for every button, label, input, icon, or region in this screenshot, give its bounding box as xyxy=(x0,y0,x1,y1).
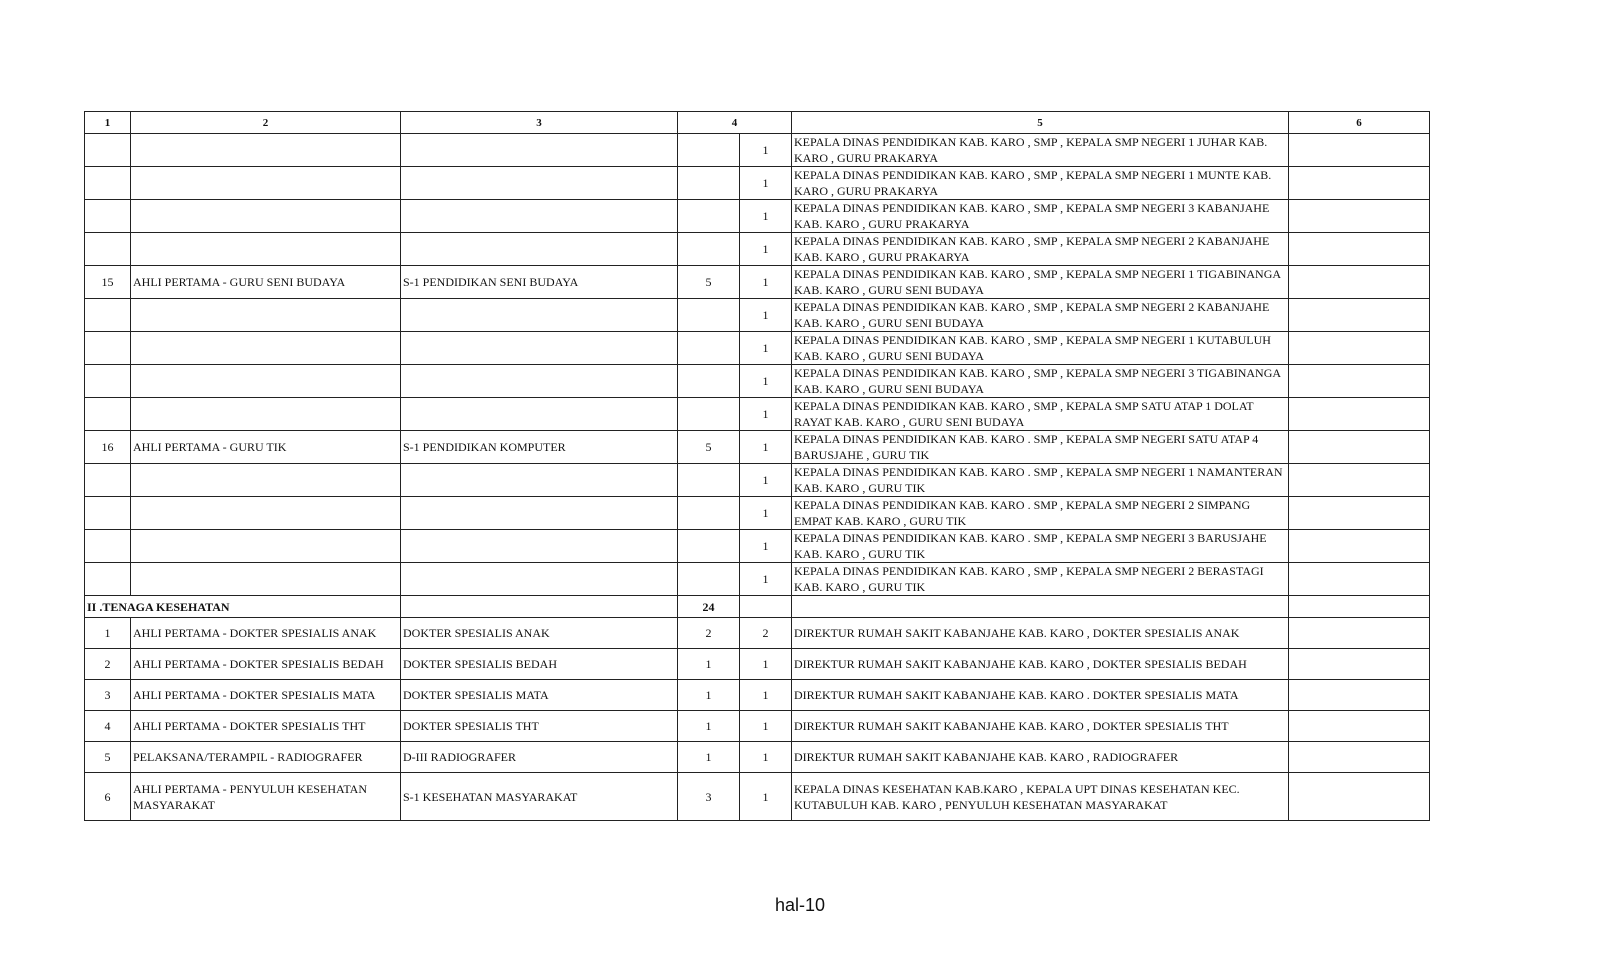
cell-jml xyxy=(678,530,740,563)
cell-jml: 1 xyxy=(678,742,740,773)
cell-lokasi: KEPALA DINAS PENDIDIKAN KAB. KARO . SMP , KEPALA SMP NEGERI 1 NAMANTERAN KAB. KARO , GURU TIK xyxy=(792,464,1289,497)
cell-no xyxy=(85,299,131,332)
cell-jml xyxy=(678,167,740,200)
cell-kualifikasi: D-III RADIOGRAFER xyxy=(401,742,678,773)
cell-ket xyxy=(1289,711,1430,742)
table-row xyxy=(85,711,1430,742)
cell-no: 2 xyxy=(85,649,131,680)
cell-jabatan xyxy=(131,464,401,497)
cell-jabatan xyxy=(131,497,401,530)
table-row xyxy=(85,464,1430,497)
cell-lokasi: KEPALA DINAS PENDIDIKAN KAB. KARO , SMP , KEPALA SMP SATU ATAP 1 DOLAT RAYAT KAB. KARO , GURU SENI BUDAYA xyxy=(792,398,1289,431)
cell-ket xyxy=(1289,618,1430,649)
cell-jml xyxy=(678,365,740,398)
cell-kualifikasi: DOKTER SPESIALIS BEDAH xyxy=(401,649,678,680)
cell-lokasi: KEPALA DINAS PENDIDIKAN KAB. KARO , SMP , KEPALA SMP NEGERI 1 KUTABULUH KAB. KARO , GURU SENI BUDAYA xyxy=(792,332,1289,365)
cell-jabatan: AHLI PERTAMA - GURU SENI BUDAYA xyxy=(131,266,401,299)
cell-jml: 5 xyxy=(678,266,740,299)
table-row xyxy=(85,233,1430,266)
cell-jml xyxy=(678,299,740,332)
cell-lokasi: KEPALA DINAS PENDIDIKAN KAB. KARO , SMP , KEPALA SMP NEGERI 3 KABANJAHE KAB. KARO , GURU PRAKARYA xyxy=(792,200,1289,233)
cell-jml: 1 xyxy=(678,711,740,742)
table-row xyxy=(85,299,1430,332)
header-row xyxy=(85,112,1430,134)
cell-kualifikasi xyxy=(401,233,678,266)
cell-ket xyxy=(1289,680,1430,711)
section-empty xyxy=(401,596,678,618)
cell-jabatan xyxy=(131,530,401,563)
cell-sub: 1 xyxy=(740,167,792,200)
cell-jabatan: AHLI PERTAMA - DOKTER SPESIALIS ANAK xyxy=(131,618,401,649)
cell-kualifikasi xyxy=(401,299,678,332)
cell-ket xyxy=(1289,773,1430,821)
cell-lokasi: KEPALA DINAS PENDIDIKAN KAB. KARO , SMP , KEPALA SMP NEGERI 1 TIGABINANGA KAB. KARO , GURU SENI BUDAYA xyxy=(792,266,1289,299)
cell-sub: 1 xyxy=(740,773,792,821)
table-row xyxy=(85,398,1430,431)
cell-no: 3 xyxy=(85,680,131,711)
cell-jabatan xyxy=(131,563,401,596)
cell-lokasi: KEPALA DINAS PENDIDIKAN KAB. KARO , SMP , KEPALA SMP NEGERI 2 KABANJAHE KAB. KARO , GURU PRAKARYA xyxy=(792,233,1289,266)
cell-jml xyxy=(678,398,740,431)
cell-no xyxy=(85,167,131,200)
cell-ket xyxy=(1289,200,1430,233)
cell-sub: 1 xyxy=(740,266,792,299)
cell-kualifikasi: S-1 PENDIDIKAN SENI BUDAYA xyxy=(401,266,678,299)
cell-ket xyxy=(1289,134,1430,167)
cell-kualifikasi xyxy=(401,332,678,365)
cell-lokasi: DIREKTUR RUMAH SAKIT KABANJAHE KAB. KARO . DOKTER SPESIALIS MATA xyxy=(792,680,1289,711)
cell-no: 16 xyxy=(85,431,131,464)
table-row xyxy=(85,618,1430,649)
cell-no xyxy=(85,134,131,167)
table-row xyxy=(85,332,1430,365)
cell-sub: 1 xyxy=(740,431,792,464)
cell-kualifikasi xyxy=(401,530,678,563)
cell-jml: 2 xyxy=(678,618,740,649)
table-row xyxy=(85,563,1430,596)
header-col-4: 4 xyxy=(678,112,792,134)
header-col-5: 5 xyxy=(792,112,1289,134)
cell-sub: 1 xyxy=(740,649,792,680)
table-row xyxy=(85,649,1430,680)
cell-jabatan: AHLI PERTAMA - DOKTER SPESIALIS MATA xyxy=(131,680,401,711)
section-total: 24 xyxy=(678,596,740,618)
cell-jabatan xyxy=(131,299,401,332)
table-row xyxy=(85,134,1430,167)
cell-lokasi: KEPALA DINAS PENDIDIKAN KAB. KARO . SMP , KEPALA SMP NEGERI 2 SIMPANG EMPAT KAB. KARO , GURU TIK xyxy=(792,497,1289,530)
cell-kualifikasi: S-1 PENDIDIKAN KOMPUTER xyxy=(401,431,678,464)
cell-sub: 1 xyxy=(740,200,792,233)
cell-sub: 1 xyxy=(740,134,792,167)
cell-ket xyxy=(1289,398,1430,431)
cell-jml xyxy=(678,497,740,530)
cell-jml: 3 xyxy=(678,773,740,821)
cell-jabatan: AHLI PERTAMA - GURU TIK xyxy=(131,431,401,464)
section-empty xyxy=(1289,596,1430,618)
table-row xyxy=(85,431,1430,464)
cell-no xyxy=(85,365,131,398)
cell-jabatan xyxy=(131,233,401,266)
cell-jabatan xyxy=(131,332,401,365)
cell-sub: 1 xyxy=(740,299,792,332)
cell-jml: 5 xyxy=(678,431,740,464)
cell-kualifikasi xyxy=(401,200,678,233)
cell-ket xyxy=(1289,530,1430,563)
cell-kualifikasi xyxy=(401,563,678,596)
cell-lokasi: KEPALA DINAS PENDIDIKAN KAB. KARO . SMP , KEPALA SMP NEGERI 3 BARUSJAHE KAB. KARO , GURU TIK xyxy=(792,530,1289,563)
cell-kualifikasi xyxy=(401,464,678,497)
cell-jabatan xyxy=(131,167,401,200)
cell-lokasi: KEPALA DINAS KESEHATAN KAB.KARO , KEPALA UPT DINAS KESEHATAN KEC. KUTABULUH KAB. KARO , PENYULUH KESEHATAN MASYARAKAT xyxy=(792,773,1289,821)
cell-kualifikasi: DOKTER SPESIALIS MATA xyxy=(401,680,678,711)
cell-jabatan: AHLI PERTAMA - DOKTER SPESIALIS BEDAH xyxy=(131,649,401,680)
cell-lokasi: KEPALA DINAS PENDIDIKAN KAB. KARO , SMP , KEPALA SMP NEGERI 1 MUNTE KAB. KARO , GURU PRAKARYA xyxy=(792,167,1289,200)
cell-no xyxy=(85,398,131,431)
table-row xyxy=(85,200,1430,233)
header-col-6: 6 xyxy=(1289,112,1430,134)
cell-jml xyxy=(678,464,740,497)
cell-sub: 1 xyxy=(740,398,792,431)
cell-jabatan: AHLI PERTAMA - PENYULUH KESEHATAN MASYARAKAT xyxy=(131,773,401,821)
table-row xyxy=(85,167,1430,200)
cell-no xyxy=(85,530,131,563)
formation-table xyxy=(84,111,1430,821)
cell-lokasi: KEPALA DINAS PENDIDIKAN KAB. KARO . SMP , KEPALA SMP NEGERI SATU ATAP 4 BARUSJAHE , GURU TIK xyxy=(792,431,1289,464)
cell-kualifikasi xyxy=(401,398,678,431)
cell-sub: 1 xyxy=(740,711,792,742)
cell-jabatan xyxy=(131,365,401,398)
cell-lokasi: DIREKTUR RUMAH SAKIT KABANJAHE KAB. KARO , DOKTER SPESIALIS ANAK xyxy=(792,618,1289,649)
cell-jabatan: AHLI PERTAMA - DOKTER SPESIALIS THT xyxy=(131,711,401,742)
cell-sub: 1 xyxy=(740,332,792,365)
cell-jabatan xyxy=(131,134,401,167)
header-col-3: 3 xyxy=(401,112,678,134)
cell-no xyxy=(85,464,131,497)
cell-jml xyxy=(678,332,740,365)
table-row xyxy=(85,680,1430,711)
cell-no xyxy=(85,233,131,266)
cell-kualifikasi xyxy=(401,365,678,398)
cell-no xyxy=(85,200,131,233)
cell-ket xyxy=(1289,365,1430,398)
cell-jml: 1 xyxy=(678,680,740,711)
cell-ket xyxy=(1289,742,1430,773)
cell-ket xyxy=(1289,299,1430,332)
cell-sub: 1 xyxy=(740,742,792,773)
cell-lokasi: KEPALA DINAS PENDIDIKAN KAB. KARO , SMP , KEPALA SMP NEGERI 2 BERASTAGI KAB. KARO , GURU TIK xyxy=(792,563,1289,596)
cell-lokasi: DIREKTUR RUMAH SAKIT KABANJAHE KAB. KARO , DOKTER SPESIALIS THT xyxy=(792,711,1289,742)
table-row xyxy=(85,266,1430,299)
cell-ket xyxy=(1289,464,1430,497)
cell-sub: 1 xyxy=(740,563,792,596)
cell-ket xyxy=(1289,563,1430,596)
cell-jml xyxy=(678,233,740,266)
table-row xyxy=(85,497,1430,530)
cell-sub: 1 xyxy=(740,497,792,530)
cell-no: 15 xyxy=(85,266,131,299)
header-col-2: 2 xyxy=(131,112,401,134)
page-number: hal-10 xyxy=(774,895,826,915)
cell-jabatan: PELAKSANA/TERAMPIL - RADIOGRAFER xyxy=(131,742,401,773)
cell-ket xyxy=(1289,649,1430,680)
table-row xyxy=(85,530,1430,563)
cell-jml xyxy=(678,134,740,167)
cell-ket xyxy=(1289,431,1430,464)
cell-ket xyxy=(1289,233,1430,266)
header-col-1: 1 xyxy=(85,112,131,134)
cell-ket xyxy=(1289,266,1430,299)
cell-no: 4 xyxy=(85,711,131,742)
cell-no: 1 xyxy=(85,618,131,649)
table-row xyxy=(85,365,1430,398)
cell-sub: 1 xyxy=(740,530,792,563)
cell-jml: 1 xyxy=(678,649,740,680)
cell-lokasi: KEPALA DINAS PENDIDIKAN KAB. KARO , SMP , KEPALA SMP NEGERI 2 KABANJAHE KAB. KARO , GURU SENI BUDAYA xyxy=(792,299,1289,332)
cell-no: 5 xyxy=(85,742,131,773)
cell-lokasi: KEPALA DINAS PENDIDIKAN KAB. KARO , SMP , KEPALA SMP NEGERI 1 JUHAR KAB. KARO , GURU PRAKARYA xyxy=(792,134,1289,167)
cell-sub: 1 xyxy=(740,365,792,398)
cell-no xyxy=(85,497,131,530)
cell-lokasi: DIREKTUR RUMAH SAKIT KABANJAHE KAB. KARO , DOKTER SPESIALIS BEDAH xyxy=(792,649,1289,680)
section-empty xyxy=(792,596,1289,618)
cell-jml xyxy=(678,200,740,233)
cell-jml xyxy=(678,563,740,596)
cell-jabatan xyxy=(131,398,401,431)
cell-kualifikasi: S-1 KESEHATAN MASYARAKAT xyxy=(401,773,678,821)
cell-no xyxy=(85,563,131,596)
cell-kualifikasi xyxy=(401,497,678,530)
cell-kualifikasi xyxy=(401,134,678,167)
section-empty xyxy=(740,596,792,618)
cell-ket xyxy=(1289,167,1430,200)
cell-sub: 2 xyxy=(740,618,792,649)
table-row xyxy=(85,773,1430,821)
cell-kualifikasi: DOKTER SPESIALIS THT xyxy=(401,711,678,742)
cell-sub: 1 xyxy=(740,464,792,497)
cell-no: 6 xyxy=(85,773,131,821)
section-title: II .TENAGA KESEHATAN xyxy=(85,596,401,618)
cell-kualifikasi: DOKTER SPESIALIS ANAK xyxy=(401,618,678,649)
cell-kualifikasi xyxy=(401,167,678,200)
cell-ket xyxy=(1289,497,1430,530)
cell-jabatan xyxy=(131,200,401,233)
section-row xyxy=(85,596,1430,618)
cell-no xyxy=(85,332,131,365)
cell-sub: 1 xyxy=(740,233,792,266)
cell-lokasi: DIREKTUR RUMAH SAKIT KABANJAHE KAB. KARO , RADIOGRAFER xyxy=(792,742,1289,773)
cell-lokasi: KEPALA DINAS PENDIDIKAN KAB. KARO , SMP , KEPALA SMP NEGERI 3 TIGABINANGA KAB. KARO , GURU SENI BUDAYA xyxy=(792,365,1289,398)
table-row xyxy=(85,742,1430,773)
cell-sub: 1 xyxy=(740,680,792,711)
cell-ket xyxy=(1289,332,1430,365)
